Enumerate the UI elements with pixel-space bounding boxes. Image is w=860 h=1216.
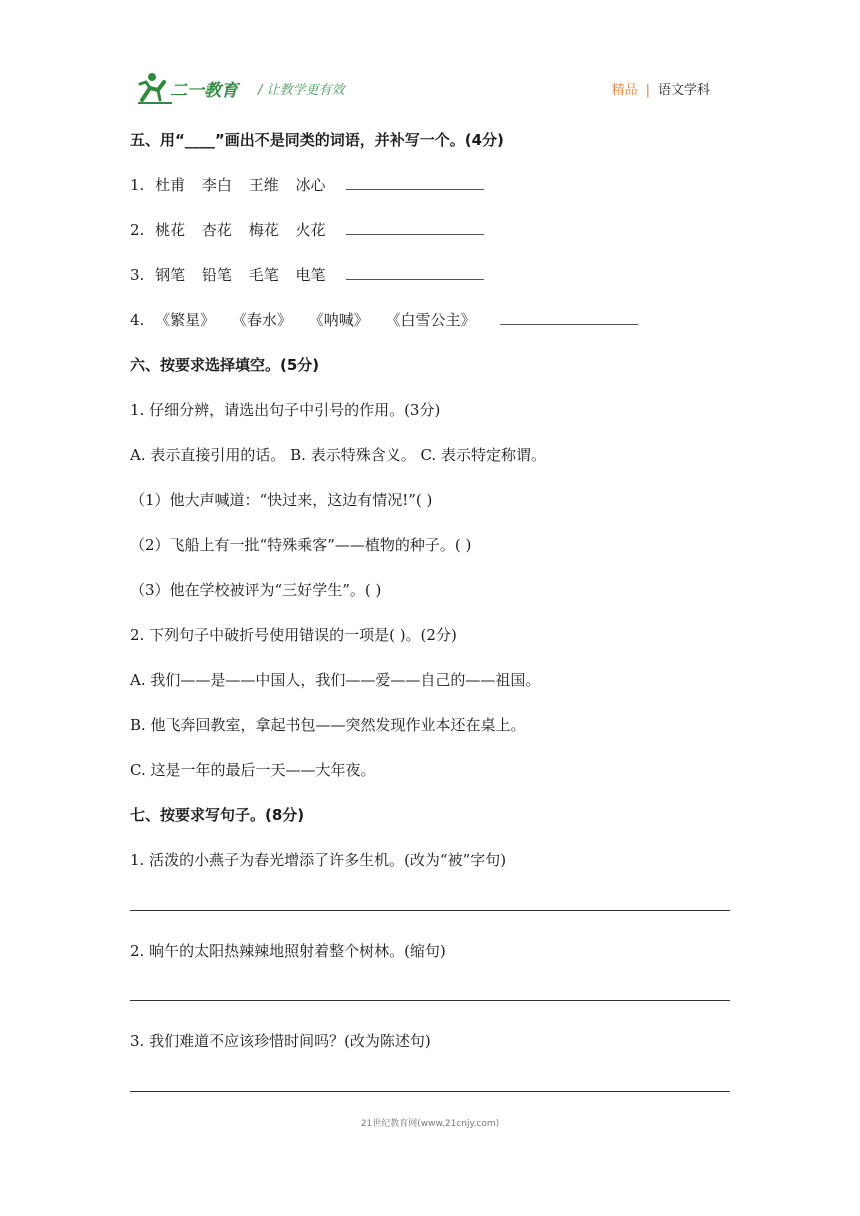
item-number: 1. [130, 176, 145, 194]
section5-item-3 [130, 264, 484, 285]
word: 《白雪公主》 [385, 311, 476, 329]
word: 毛笔 [248, 266, 279, 284]
page-header [130, 66, 730, 110]
word: 钢笔 [155, 266, 186, 284]
section6-q2-option-c: C. 这是一年的最后一天——大年夜。 [130, 761, 376, 779]
answer-line[interactable] [130, 1091, 730, 1092]
logo-text: 二一教育 [170, 81, 238, 101]
section6-q2-option-b: B. 他飞奔回教室，拿起书包——突然发现作业本还在桌上。 [130, 716, 526, 734]
section6-q1-item-3[interactable]: （3）他在学校被评为“三好学生”。( ) [130, 581, 382, 599]
page-footer: 21世纪教育网(www.21cnjy.com) [360, 1119, 500, 1129]
answer-line[interactable] [130, 910, 730, 911]
answer-blank[interactable] [346, 265, 484, 280]
word: 火花 [295, 221, 326, 239]
section6-heading: 六、按要求选择填空。(5分) [130, 356, 320, 374]
section7-item-1: 1. 活泼的小燕子为春光增添了许多生机。(改为“被”字句) [130, 851, 507, 869]
word: 《春水》 [231, 311, 292, 329]
section7-item-3: 3. 我们难道不应该珍惜时间吗？(改为陈述句) [130, 1032, 431, 1050]
answer-blank[interactable] [346, 220, 484, 235]
slogan: / 让教学更有效 [258, 83, 345, 98]
tag-separator: | [645, 83, 650, 98]
word: 李白 [201, 176, 232, 194]
answer-blank[interactable] [346, 175, 484, 190]
section6-q1-item-2[interactable]: （2）飞船上有一批“特殊乘客”——植物的种子。( ) [130, 536, 472, 554]
tag-quality: 精品 [611, 83, 638, 98]
section6-q1-item-1[interactable]: （1）他大声喊道：“快过来，这边有情况!”( ) [130, 491, 433, 509]
word: 电笔 [295, 266, 326, 284]
word: 铅笔 [201, 266, 232, 284]
item-number: 4. [130, 311, 145, 329]
section5-item-2 [130, 219, 484, 240]
item-number: 3. [130, 266, 145, 284]
word: 《呐喊》 [308, 311, 369, 329]
section5-item-4 [130, 309, 638, 330]
section7-heading: 七、按要求写句子。(8分) [130, 806, 305, 824]
word: 王维 [248, 176, 279, 194]
subject-tag [612, 79, 710, 98]
word: 冰心 [295, 176, 326, 194]
tag-subject: 语文学科 [657, 83, 710, 98]
word: 《繁星》 [155, 311, 216, 329]
word: 桃花 [155, 221, 186, 239]
item-number: 2. [130, 221, 145, 239]
answer-blank[interactable] [500, 310, 638, 325]
section6-q1: 1. 仔细分辨，请选出句子中引号的作用。(3分) [130, 401, 441, 419]
section6-q2-option-a: A. 我们——是——中国人，我们——爱——自己的——祖国。 [130, 671, 541, 689]
word: 杜甫 [155, 176, 186, 194]
word: 梅花 [248, 221, 279, 239]
section5-heading: 五、用“____”画出不是同类的词语，并补写一个。(4分) [130, 131, 504, 149]
section7-item-2: 2. 晌午的太阳热辣辣地照射着整个树林。(缩句) [130, 942, 446, 960]
section6-q2[interactable]: 2. 下列句子中破折号使用错误的一项是( )。(2分) [130, 626, 457, 644]
word: 杏花 [201, 221, 232, 239]
section5-item-1 [130, 174, 484, 195]
section6-q1-options: A. 表示直接引用的话。 B. 表示特殊含义。 C. 表示特定称谓。 [130, 446, 546, 464]
answer-line[interactable] [130, 1000, 730, 1001]
